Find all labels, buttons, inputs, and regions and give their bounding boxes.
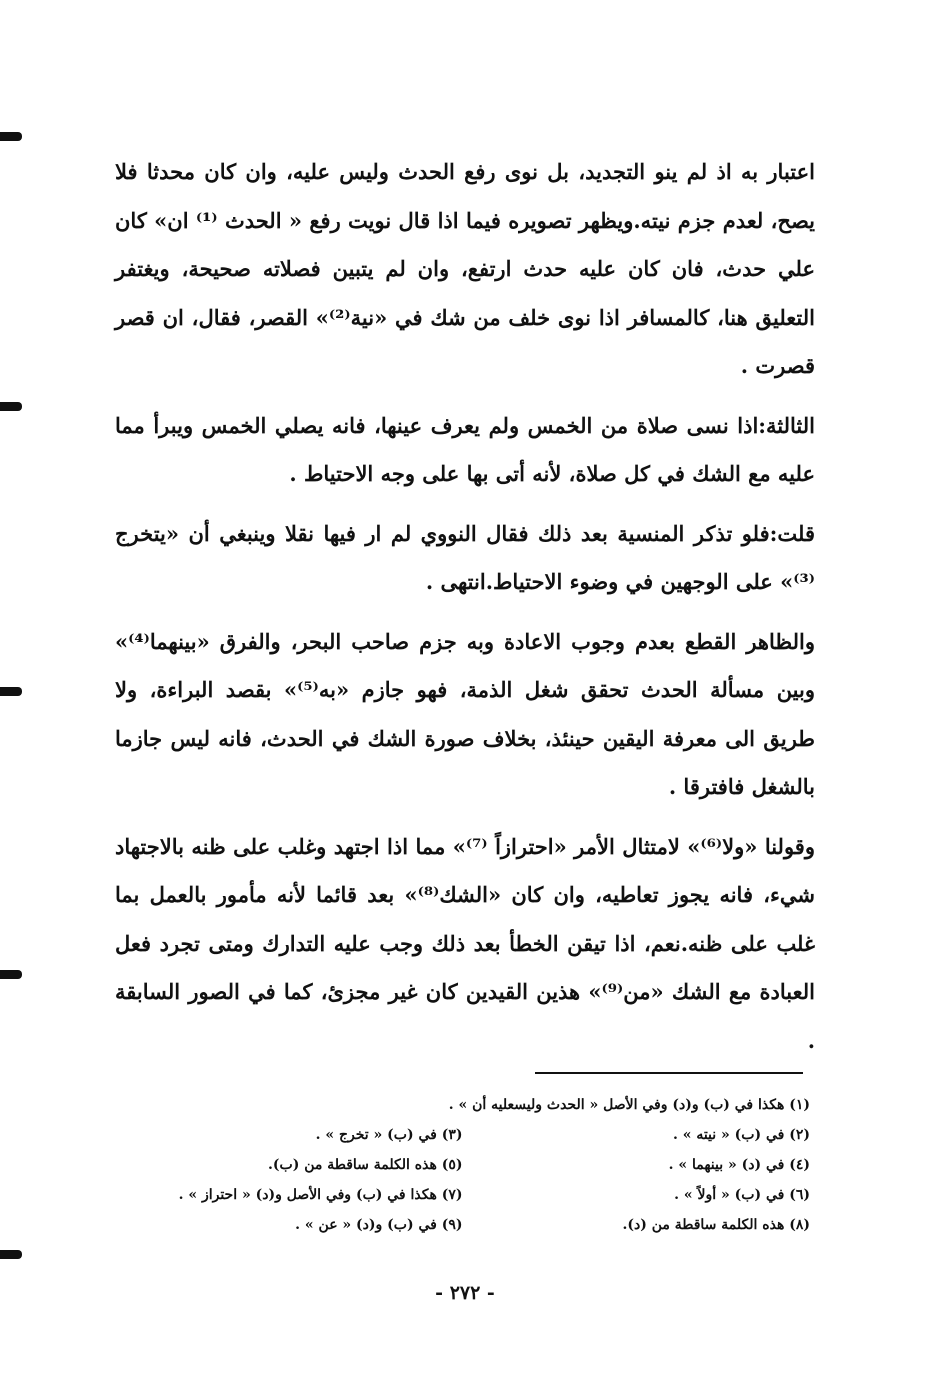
edge-mark [0, 1250, 22, 1259]
footnote-4: (٤) في (د) « بينهما » . [668, 1157, 810, 1173]
paragraph: اعتبار به اذ لم ينو التجديد، بل نوى رفع الحدث وليس عليه، وان كان محدثا فلا يصح، لعدم جزم نيته.ويظهر تصويره فيما اذا قال نويت رفع « الحدث ⁽¹⁾ ان» كان علي حدث، فان كان عليه حدث ارتفع، وان لم يتبين فصلاته صحيحة، ويغتفر التعليق هنا، كالمسافر اذا نوى خلف من شك في «نية⁽²⁾» القصر، فقال، ان قصر قصرت . [115, 159, 816, 378]
footnote-8: (٨) هذه الكلمة ساقطة من (د). [622, 1217, 810, 1233]
page-number: - ٢٧٢ - [435, 1282, 495, 1304]
footnote-row [115, 1180, 810, 1210]
paragraph: وقولنا «ولا⁽⁶⁾» لامتثال الأمر «احترازاً ⁽⁷⁾» مما اذا اجتهد وغلب على ظنه بالاجتهاد شيء، فانه يجوز تعاطيه، وان كان «الشك⁽⁸⁾» بعد قائما لأنه مأمور بالعمل بما غلب على ظنه.نعم، اذا تيقن الخطأ بعد ذلك وجب عليه التدارك ومتى تجرد فعل العبادة مع الشك «من⁽⁹⁾» هذين القيدين كان غير مجزئ، كما في الصور السابقة . [115, 833, 815, 1053]
footnote-row [115, 1150, 810, 1180]
footnote-5: (٥) هذه الكلمة ساقطة من (ب). [268, 1157, 463, 1173]
footnote-9: (٩) في (ب) و(د) « عن » . [295, 1217, 463, 1233]
footnote-3: (٣) في (ب) « تخرج » . [315, 1127, 463, 1143]
footnote-separator [535, 1072, 803, 1074]
paragraph: الثالثة:اذا نسى صلاة من الخمس ولم يعرف عينها، فانه يصلي الخمس ويبرأ مما عليه مع الشك في كل صلاة، لأنه أتى بها على وجه الاحتياط . [115, 412, 815, 486]
footnotes [115, 1090, 810, 1240]
edge-mark [0, 687, 22, 696]
footnote-6: (٦) في (ب) « أولاً » . [674, 1187, 810, 1203]
footnote-1: (١) هكذا في (ب) و(د) وفي الأصل « الحدث وليسعليه أن » . [448, 1097, 810, 1113]
footnote-row [115, 1120, 810, 1150]
footnote-2: (٢) في (ب) « نيته » . [672, 1127, 810, 1143]
edge-mark [0, 970, 22, 979]
edge-mark [0, 132, 22, 141]
paragraph: والظاهر القطع بعدم وجوب الاعادة وبه جزم صاحب البحر، والفرق «بينهما⁽⁴⁾» وبين مسألة الحدث تحقق شغل الذمة، فهو جازم «به⁽⁵⁾» بقصد البراءة، ولا طريق الى معرفة اليقين حينئذ، بخلاف صورة الشك في الحدث، فانه ليس جازما بالشغل فافترقا . [115, 628, 816, 799]
footnote-row [115, 1210, 810, 1240]
paragraph: قلت:فلو تذكر المنسية بعد ذلك فقال النووي لم ار فيها نقلا وينبغي أن «يتخرج ⁽³⁾» على الوجهين في وضوء الاحتياط.انتهى . [115, 520, 815, 594]
main-text [115, 148, 815, 1065]
edge-mark [0, 402, 22, 411]
footnote-7: (٧) هكذا في (ب) وفي الأصل و(د) « احتراز » . [178, 1187, 463, 1203]
